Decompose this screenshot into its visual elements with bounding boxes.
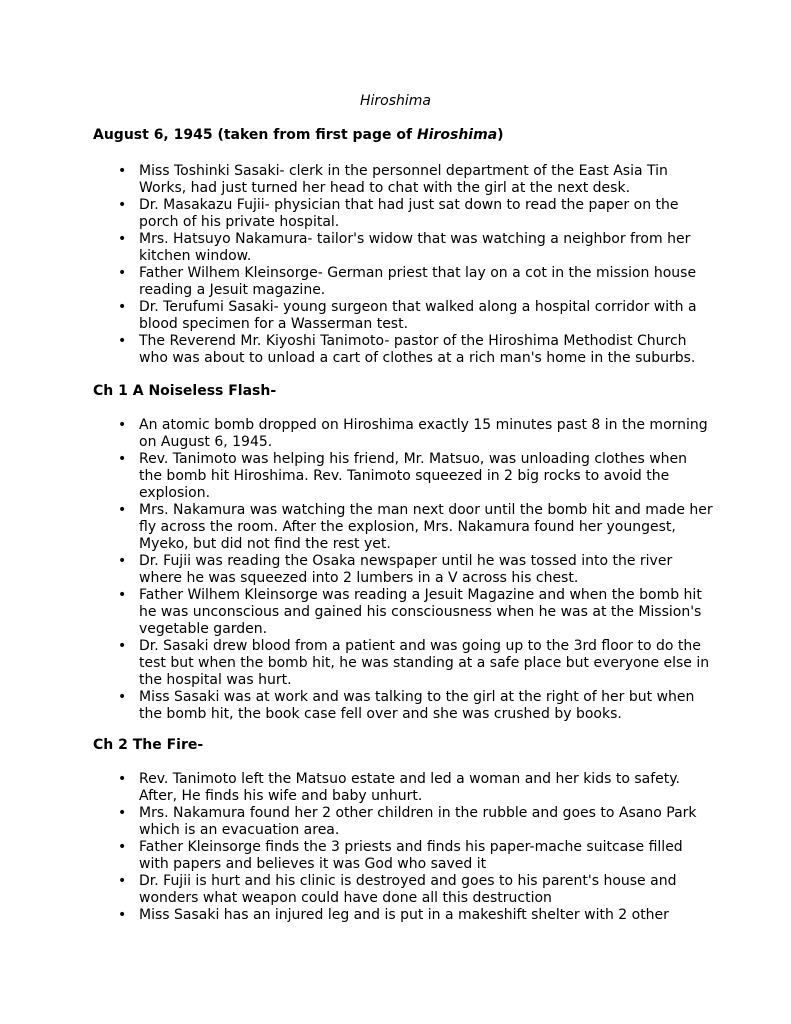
bullet-icon: • <box>118 333 127 349</box>
bullet-list-ch1 <box>93 417 713 723</box>
list-item: • Dr. Fujii is hurt and his clinic is destroyed and goes to his parent's house and wonders what weapon could have done all this destruction <box>118 873 677 906</box>
section-heading-ch2: Ch 2 The Fire- <box>93 737 204 753</box>
heading-text: August 6, 1945 (taken from first page of <box>93 127 417 143</box>
list-item: • Rev. Tanimoto left the Matsuo estate and led a woman and her kids to safety. After, He finds his wife and baby unhurt. <box>118 771 680 804</box>
list-item: • Dr. Fujii was reading the Osaka newspaper until he was tossed into the river where he was squeezed into 2 lumbers in a V across his chest. <box>118 553 673 586</box>
heading-italic-title: Hiroshima <box>416 127 498 143</box>
bullet-icon: • <box>118 197 127 213</box>
bullet-icon: • <box>118 873 127 889</box>
list-item: • Mrs. Hatsuyo Nakamura- tailor's widow that was watching a neighbor from her kitchen window. <box>118 231 691 264</box>
bullet-icon: • <box>118 417 127 433</box>
list-item: • Miss Toshinki Sasaki- clerk in the personnel department of the East Asia Tin Works, had just turned her head to chat with the girl at the next desk. <box>118 163 668 196</box>
bullet-icon: • <box>118 502 127 518</box>
list-item: • Miss Sasaki has an injured leg and is put in a makeshift shelter with 2 other <box>118 907 669 923</box>
list-item: • Dr. Terufumi Sasaki- young surgeon that walked along a hospital corridor with a blood specimen for a Wasserman test. <box>118 299 697 332</box>
list-item: • Mrs. Nakamura found her 2 other children in the rubble and goes to Asano Park which is an evacuation area. <box>118 805 697 838</box>
heading-close-paren: ) <box>497 127 504 143</box>
list-item: • Miss Sasaki was at work and was talking to the girl at the right of her but when the bomb hit, the book case fell over and she was crushed by books. <box>118 689 695 722</box>
bullet-icon: • <box>118 451 127 467</box>
list-item: • Father Kleinsorge finds the 3 priests and finds his paper-mache suitcase filled with papers and believes it was God who saved it <box>118 839 683 872</box>
list-item: • An atomic bomb dropped on Hiroshima exactly 15 minutes past 8 in the morning on August 6, 1945. <box>118 417 708 450</box>
bullet-icon: • <box>118 805 127 821</box>
bullet-icon: • <box>118 839 127 855</box>
bullet-list-ch2 <box>93 771 713 924</box>
bullet-icon: • <box>118 638 127 654</box>
bullet-icon: • <box>118 231 127 247</box>
bullet-icon: • <box>118 771 127 787</box>
bullet-icon: • <box>118 299 127 315</box>
list-item: • Dr. Masakazu Fujii- physician that had just sat down to read the paper on the porch of his private hospital. <box>118 197 679 230</box>
bullet-icon: • <box>118 689 127 705</box>
section-heading-august-6 <box>93 127 504 144</box>
bullet-list-august-6 <box>93 163 713 367</box>
bullet-icon: • <box>118 163 127 179</box>
bullet-icon: • <box>118 553 127 569</box>
bullet-icon: • <box>118 587 127 603</box>
list-item: • Father Wilhem Kleinsorge was reading a Jesuit Magazine and when the bomb hit he was unconscious and gained his consciousness when he was at the Mission's vegetable garden. <box>118 587 702 637</box>
document-title: Hiroshima <box>359 93 431 109</box>
list-item: • Rev. Tanimoto was helping his friend, Mr. Matsuo, was unloading clothes when the bomb hit Hiroshima. Rev. Tanimoto squeezed in 2 big rocks to avoid the explosion. <box>118 451 688 501</box>
bullet-icon: • <box>118 907 127 923</box>
bullet-icon: • <box>118 265 127 281</box>
section-heading-ch1: Ch 1 A Noiseless Flash- <box>93 383 277 399</box>
list-item: • Mrs. Nakamura was watching the man next door until the bomb hit and made her fly across the room. After the explosion, Mrs. Nakamura found her youngest, Myeko, but did not find the rest yet. <box>118 502 713 552</box>
list-item: • Father Wilhem Kleinsorge- German priest that lay on a cot in the mission house reading a Jesuit magazine. <box>118 265 697 298</box>
list-item: • The Reverend Mr. Kiyoshi Tanimoto- pastor of the Hiroshima Methodist Church who was about to unload a cart of clothes at a rich man's home in the suburbs. <box>118 333 696 366</box>
list-item: • Dr. Sasaki drew blood from a patient and was going up to the 3rd floor to do the test but when the bomb hit, he was standing at a safe place but everyone else in the hospital was hurt. <box>118 638 710 688</box>
